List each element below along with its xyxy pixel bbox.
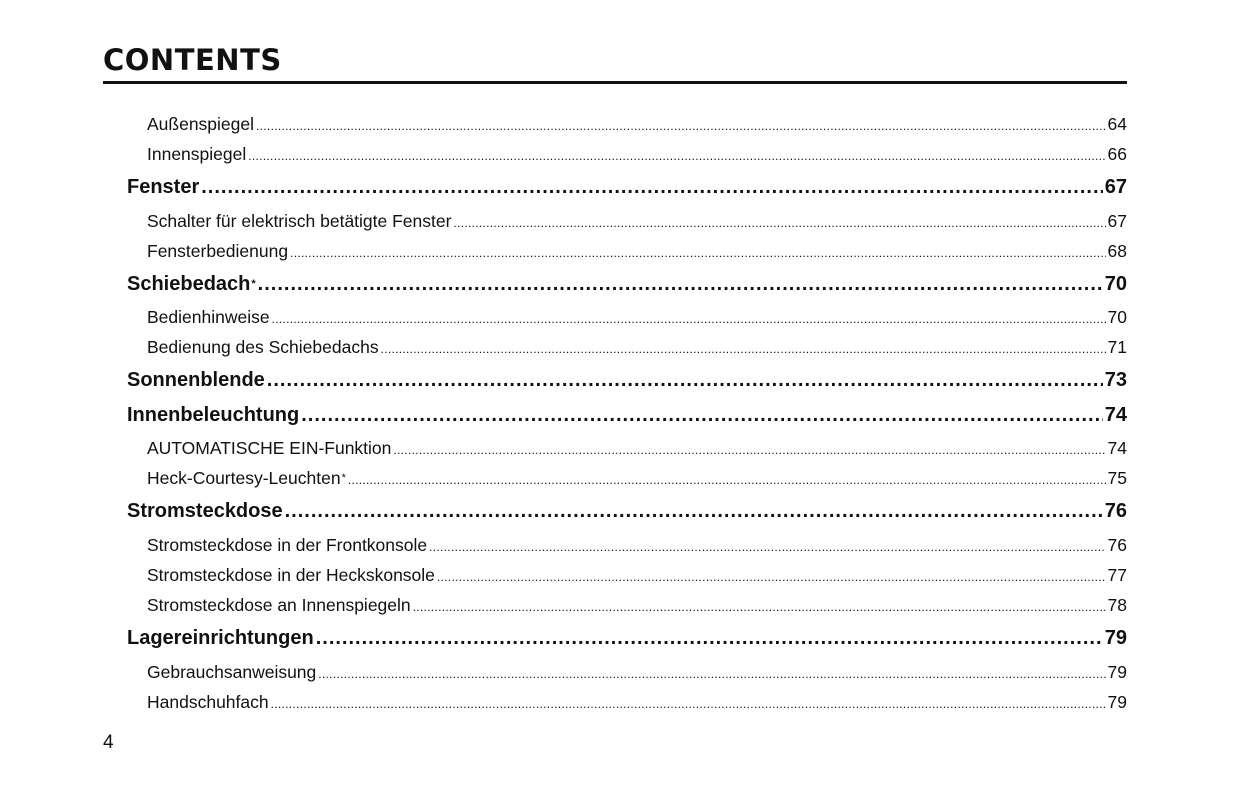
dot-leader — [267, 363, 1103, 397]
toc-page-number: 71 — [1107, 337, 1127, 357]
toc-subsection-entry[interactable] — [147, 302, 1127, 332]
toc-entry-label: Stromsteckdose in der Heckskonsole — [147, 565, 435, 585]
toc-subsection-entry[interactable] — [147, 657, 1127, 687]
toc-entry-label: Gebrauchsanweisung — [147, 662, 317, 682]
toc-page-number: 78 — [1107, 595, 1127, 615]
toc-entry-label: AUTOMATISCHE EIN-Funktion — [147, 438, 392, 458]
dot-leader — [301, 398, 1103, 432]
toc-subsection-entry[interactable] — [147, 433, 1127, 463]
toc-page-number: 64 — [1107, 114, 1127, 134]
dot-leader — [258, 267, 1103, 301]
dot-leader — [348, 465, 1106, 495]
toc-entry-label: Innenbeleuchtung — [127, 404, 300, 426]
toc-page-number: 67 — [1104, 176, 1127, 198]
dot-leader — [285, 494, 1103, 528]
toc-page-number: 70 — [1104, 273, 1127, 295]
toc-entry-label: Innenspiegel — [147, 144, 247, 164]
toc-section-entry[interactable] — [127, 494, 1127, 528]
toc-entry-label: Fensterbedienung — [147, 241, 289, 261]
toc-subsection-entry[interactable] — [147, 206, 1127, 236]
toc-subsection-entry[interactable] — [147, 236, 1127, 266]
toc-section-entry[interactable] — [127, 170, 1127, 204]
dot-leader — [256, 111, 1106, 141]
page-number: 4 — [103, 732, 114, 753]
toc-section-entry[interactable]: Schiebedach * ..... 70 — [127, 267, 1127, 301]
toc-page-number: 76 — [1104, 500, 1127, 522]
toc-page-number: 67 — [1107, 211, 1127, 231]
page-title: CONTENTS — [103, 43, 282, 77]
toc-page-number: 75 — [1107, 468, 1127, 488]
dot-leader — [248, 141, 1105, 171]
toc-entry-label: Fenster — [127, 176, 200, 198]
toc-subsection-entry[interactable] — [147, 560, 1127, 590]
toc-page-number: 79 — [1107, 662, 1127, 682]
toc-entry-label: Stromsteckdose an Innenspiegeln — [147, 595, 411, 615]
toc-entry-label: Bedienhinweise — [147, 307, 270, 327]
toc-page-number: 77 — [1107, 565, 1127, 585]
toc-subsection-entry[interactable] — [147, 109, 1127, 139]
toc-subsection-entry[interactable] — [147, 530, 1127, 560]
dot-leader — [271, 689, 1106, 719]
dot-leader — [290, 238, 1105, 268]
dot-leader — [316, 621, 1103, 655]
toc-subsection-entry[interactable] — [147, 590, 1127, 620]
dot-leader — [318, 659, 1105, 689]
toc-entry-label: Schalter für elektrisch betätigte Fenster — [147, 211, 452, 231]
toc-subsection-entry[interactable]: Heck-Courtesy-Leuchten * ..... 75 — [147, 463, 1127, 493]
dot-leader — [381, 334, 1106, 364]
toc-page-number: 74 — [1104, 404, 1127, 426]
toc-subsection-entry[interactable] — [147, 139, 1127, 169]
toc-entry-label: Handschuhfach — [147, 692, 269, 712]
toc-subsection-entry[interactable] — [147, 687, 1127, 717]
toc-page-number: 66 — [1107, 144, 1127, 164]
toc-subsection-entry[interactable] — [147, 332, 1127, 362]
toc-page-number: 70 — [1107, 307, 1127, 327]
toc-section-entry[interactable] — [127, 621, 1127, 655]
toc-entry-label: Stromsteckdose in der Frontkonsole — [147, 535, 428, 555]
toc-entry-label: Außenspiegel — [147, 114, 255, 134]
toc-entry-label: Heck-Courtesy-Leuchten — [147, 468, 341, 488]
dot-leader — [393, 435, 1105, 465]
dot-leader — [413, 592, 1106, 622]
dot-leader — [429, 532, 1105, 562]
toc-entry-label: Stromsteckdose — [127, 500, 283, 522]
dot-leader — [453, 208, 1105, 238]
toc-page-number: 79 — [1104, 627, 1127, 649]
toc-section-entry[interactable] — [127, 398, 1127, 432]
toc-section-entry[interactable] — [127, 363, 1127, 397]
toc-page-number: 76 — [1107, 535, 1127, 555]
toc-page-number: 73 — [1104, 369, 1127, 391]
toc-entry-label: Schiebedach — [127, 273, 251, 295]
dot-leader — [272, 304, 1106, 334]
toc-page-number: 68 — [1107, 241, 1127, 261]
toc-entry-label: Lagereinrichtungen — [127, 627, 314, 649]
dot-leader — [201, 170, 1103, 204]
toc-entry-label: Sonnenblende — [127, 369, 265, 391]
dot-leader — [437, 562, 1106, 592]
toc-page-number: 74 — [1107, 438, 1127, 458]
toc-entry-label: Bedienung des Schiebedachs — [147, 337, 379, 357]
toc-page-number: 79 — [1107, 692, 1127, 712]
